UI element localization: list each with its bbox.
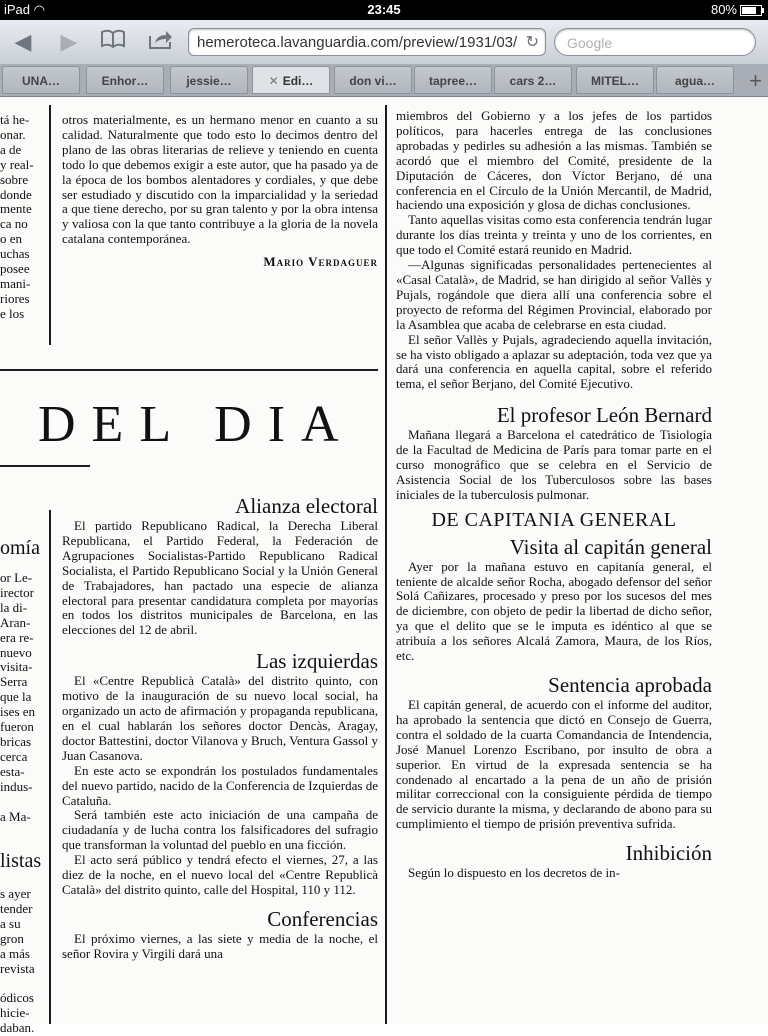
fragment-line: ódicos — [0, 990, 34, 1006]
status-bar — [0, 0, 768, 20]
fragment-line: era re- — [0, 629, 34, 645]
column-rule — [385, 105, 387, 1024]
headline-izquierdas: Las izquierdas — [256, 649, 378, 674]
fragment-line: o en — [0, 231, 23, 247]
tab-agua[interactable]: agua… — [656, 66, 734, 94]
fragment-line: a más — [0, 945, 30, 961]
fragment-line: a de — [0, 141, 22, 157]
fragment-line: y real- — [0, 156, 34, 172]
fragment-line: indus- — [0, 778, 33, 794]
section-rule — [0, 465, 90, 467]
fragment-line: posee — [0, 261, 30, 277]
address-bar[interactable]: hemeroteca.lavanguardia.com/preview/1931/03/ ↻ — [188, 28, 546, 56]
bookmarks-icon[interactable] — [98, 28, 128, 56]
battery-status: 80% — [711, 2, 762, 17]
headline-visita: Visita al capitán general — [509, 534, 712, 559]
fragment-line: fueron — [0, 719, 34, 735]
wifi-icon: ◠ — [33, 2, 45, 17]
fragment-line — [0, 795, 48, 810]
back-icon[interactable]: ◀ — [14, 29, 32, 54]
fragment-line: ises en — [0, 704, 36, 720]
tab-cars[interactable]: cars 2… — [494, 66, 572, 94]
tab-don[interactable]: don vi… — [334, 66, 412, 94]
fragment-line: s ayer — [0, 886, 31, 901]
left-fragment-top — [0, 113, 48, 322]
fragment-line: gron — [0, 930, 24, 946]
headline-inhibicion: Inhibición — [625, 841, 712, 866]
battery-icon — [740, 5, 762, 16]
close-tab-icon[interactable]: ✕ — [268, 74, 279, 88]
headline-conferencias: Conferencias — [267, 906, 378, 931]
fragment-heading: omía — [0, 537, 40, 559]
tab-una[interactable]: UNA… — [2, 66, 80, 94]
fragment-line: onar. — [0, 126, 26, 142]
left-fragment-bottom-2 — [0, 887, 48, 1036]
tab-tapree[interactable]: tapree… — [414, 66, 492, 94]
fragment-line: la di- — [0, 599, 28, 615]
browser-toolbar — [0, 20, 768, 65]
fragment-line: revista — [0, 960, 35, 976]
fragment-line: que la — [0, 689, 32, 705]
fragment-line: sobre — [0, 171, 29, 187]
headline-sentencia: Sentencia aprobada — [548, 673, 712, 697]
fragment-line: mente — [0, 201, 32, 217]
tab-mitel[interactable]: MITEL… — [576, 66, 654, 94]
tab-jessie[interactable]: jessie… — [170, 66, 248, 94]
fragment-line: nuevo — [0, 644, 32, 660]
fragment-line: hicie- — [0, 1005, 30, 1021]
fragment-heading-2: listas — [0, 850, 42, 872]
fragment-line: tender — [0, 900, 33, 916]
forward-icon[interactable]: ▶ — [60, 29, 78, 54]
article-continuation: otros materialmente, es un hermano menor en cuanto a su calidad. Naturalmente que todo esto lo decimos dentro del plano de las obras literarias de relieve y teniendo en cuenta todo lo que debemos exigir a este autor, que ha pasado ya de la época de los bombos alentadores y cordiales, y que debe ser estudiado y discutido con la imparcialidad y la seriedad a que tiene derecho, por su gran talento y por la obra intensa y valiosa con la que tanto contribuye a la gloria de la novela catalana contemporánea. Mario Verdaguer — [62, 112, 378, 270]
fragment-line: mani- — [0, 275, 31, 291]
fragment-line: esta- — [0, 763, 25, 779]
new-tab-icon[interactable]: + — [749, 68, 762, 93]
fragment-line: daban. — [0, 1020, 35, 1036]
fragment-line: riores — [0, 290, 30, 306]
left-fragment-bottom — [0, 571, 48, 824]
fragment-line: cerca — [0, 748, 28, 764]
fragment-line: Serra — [0, 674, 28, 690]
tab-active[interactable]: ✕ Edi… — [252, 66, 330, 94]
fragment-line: donde — [0, 186, 32, 202]
fragment-line: visita- — [0, 659, 33, 675]
fragment-line: irector — [0, 584, 34, 600]
fragment-line: a su — [0, 915, 21, 931]
clock: 23:45 — [367, 2, 401, 17]
news-column-right: miembros del Gobierno y a los jefes de los partidos políticos, para hacerles entrega de las conclusiones aprobadas y pedirles su adhesión a las mismas. También se acordó que el miembro del Comité, presidente de la Diputación de Cáceres, don Víctor Berjano, dé una conferencia en el Círculo de la Unión Mercantil, de Madrid, haciendo una exposición y glosa de dichas conclusiones. Tanto aquellas visitas como esta conferencia tendrán lugar durante los días treinta y treinta y uno de los corrientes, en que todo el Comité estará reunido en Madrid. —Algunas significadas personalidades pertenecientes al «Casal Català», de Madrid, se han dirigido al señor Vallès y Pujals, rogándole que diera allí una conferencia sobre el proyecto de reforma del Régimen Provincial, elaborado por la Asamblea que acaba de celebrarse en esta ciudad. El señor Vallès y Pujals, agradeciendo aquella invitación, se ha visto obligado a aplazar su adeptación, toda vez que ya dará una conferencia en aquella capital, sobre el referido tema, el señor Berjano, del Comité Ejecutivo. El profesor León Bernard Mañana llegará a Barcelona el catedrático de Tisiología de la Facultad de Medicina de París para tomar parte en el curso monográfico que se celebra en el Servicio de Asistencia Social de los Tuberculosos sobre las bases iniciales de la tuberculosis pulmonar. DE CAPITANIA GENERAL Visita al capitán general Ayer por la mañana estuvo en capitanía general, el teniente de alcalde señor Rocha, abogado defensor del señor Solá Cañizares, procesado y preso por los sucesos del mes de diciembre, con objeto de pedir la libertad de dicho señor, ya que el delito que se le imputa es idéntico al que se atribuía a los señores Alcalá Zamora, Maura, de los Ríos, etc. Sentencia aprobada El capitán general, de acuerdo con el informe del auditor, ha aprobado la sentencia que dictó en Consejo de Guerra, contra el soldado de la cuarta Comandancia de Intendencia, José Manuel Lorenzo Escribano, por insulto de obra a superior. En virtud de la expresada sentencia se ha condenado al encartado a la pena de un año de prisión militar correccional con la consiguiente pérdida de tiempo de servicio durante la misma, y declarando de abono para su cumplimiento el tiempo de prisión preventiva sufrida. Inhibición Según lo dispuesto en los decretos de in- — [396, 108, 712, 881]
section-rule — [0, 369, 378, 371]
search-input[interactable]: Google — [554, 28, 756, 56]
news-column-left: Alianza electoral El partido Republicano Radical, la Derecha Liberal Republicana, el Partido Federal, la Federación de Agrupaciones Socialistas-Partido Republicano Radical Socialista, el Partido Republicano Social y la Unión General de Trabajadores, han pactado una especie de alianza electoral para presentar candidatura completa por mayorías en todos los distritos municipales de Barcelona, en las elecciones del 12 de abril. Las izquierdas El «Centre Republicà Català» del distrito quinto, con motivo de la inauguración de su nuevo local social, ha organizado un acto de afirmación y propaganda republicana, en el cual hablarán los señores doctor Dencàs, Aragay, doctor Battestini, doctor Vilanova y Bruch, Ventura Gassol y Juan Casanova. En este acto se expondrán los postulados fundamentales del nuevo partido, nacido de la Conferencia de Izquierdas de Cataluña. Será también este acto iniciación de una campaña de ciudadanía y de lucha contra los falsificadores del sufragio que transforman la voluntad del pueblo en una ficción. El acto será público y tendrá efecto el viernes, 27, a las diez de la noche, en el nuevo local del «Centre Republicà Català» del distrito quinto, calle del Hospital, 110 y 112. Conferencias El próximo viernes, a las siete y media de la noche, el señor Rovira y Virgili dará una — [62, 494, 378, 961]
fragment-line: or Le- — [0, 570, 33, 585]
fragment-line: bricas — [0, 733, 32, 749]
fragment-line: ca no — [0, 216, 28, 232]
headline-alianza: Alianza electoral — [235, 494, 378, 518]
column-rule — [49, 105, 51, 345]
newspaper-page — [0, 97, 768, 1036]
fragment-line: e los — [0, 305, 25, 321]
headline-bernard: El profesor León Bernard — [496, 403, 712, 428]
fragment-line: a Ma- — [0, 808, 31, 824]
share-icon[interactable] — [146, 28, 176, 56]
fragment-line: Aran- — [0, 614, 31, 630]
column-rule — [49, 510, 51, 1024]
device-label: iPad ◠ — [4, 2, 45, 17]
reload-icon[interactable]: ↻ — [525, 34, 539, 51]
section-title: DEL DIA — [38, 396, 355, 453]
tab-bar — [0, 64, 768, 97]
author-signature: Mario Verdaguer — [263, 254, 378, 270]
fragment-line — [0, 976, 48, 991]
fragment-line: tá he- — [0, 112, 30, 127]
fragment-line: uchas — [0, 246, 30, 262]
headline-capitania: DE CAPITANIA GENERAL — [431, 508, 677, 531]
tab-enhor[interactable]: Enhor… — [86, 66, 164, 94]
